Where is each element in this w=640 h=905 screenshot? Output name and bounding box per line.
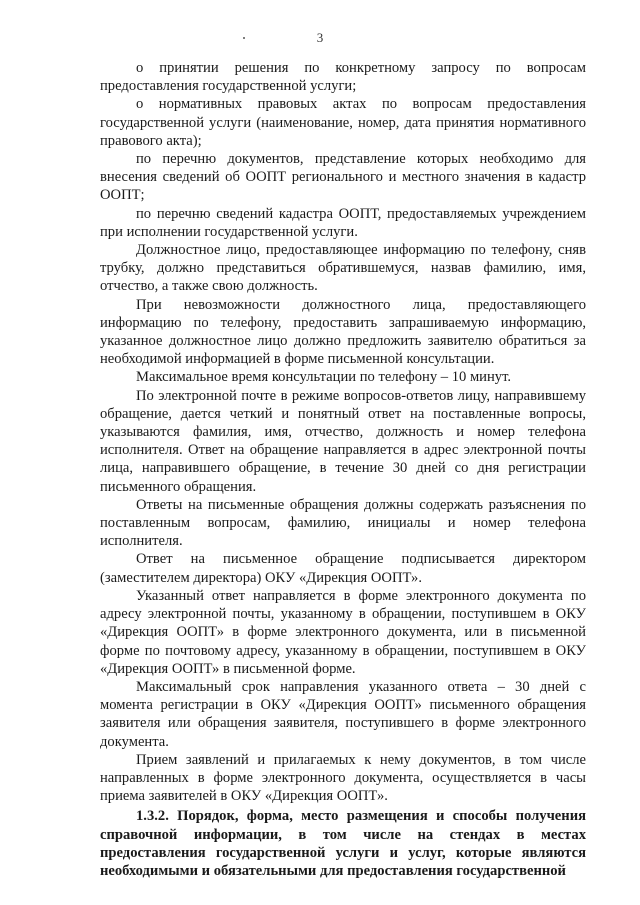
page-number: 3 <box>316 30 324 45</box>
paragraph-7: Максимальное время консультации по телефону – 10 минут. <box>136 369 512 386</box>
paragraph-12: Максимальный срок направления указанного ответа – 30 дней с момента регистрации в ОКУ «Дирекция ООПТ» письменного обращения заявителя или обращения заявителя, поступившего в форме электронного документа. <box>100 678 586 750</box>
paragraph-5: Должностное лицо, предоставляющее информацию по телефону, сняв трубку, должно представиться обратившемуся, назвав фамилию, имя, отчество, а также свою должность. <box>100 242 586 295</box>
paragraph-9: Ответы на письменные обращения должны содержать разъяснения по поставленным вопросам, фамилию, инициалы и номер телефона исполнителя. <box>100 496 586 550</box>
section-heading: 1.3.2. Порядок, форма, место размещения и способы получения справочной информации, в том числе на стендах в местах предоставления государственной услуги и услуг, которые являются необходимыми и обязательными для предоставления государственной <box>100 808 586 879</box>
paragraph-13: Прием заявлений и прилагаемых к нему документов, в том числе направленных в форме электронного документа, осуществляется в часы приема заявителей в ОКУ «Дирекция ООПТ». <box>100 751 586 805</box>
paragraph-1: о принятии решения по конкретному запросу по вопросам предоставления государственной услуги; <box>100 60 586 95</box>
paragraph-6: При невозможности должностного лица, предоставляющего информацию по телефону, предоставить запрашиваемую информацию, указанное должностное лицо должно предложить заявителю обратиться за необходимой информацией в форме письменной консультации. <box>100 296 586 368</box>
scan-dot-mark <box>243 37 245 39</box>
paragraph-2: о нормативных правовых актах по вопросам предоставления государственной услуги (наименование, номер, дата принятия нормативного правового акта); <box>100 96 586 149</box>
document-body <box>100 59 586 880</box>
paragraph-11: Указанный ответ направляется в форме электронного документа по адресу электронной почты, указанному в обращении, поступившем в ОКУ «Дирекция ООПТ» в форме электронного документа, или в письменной форме по почтовому адресу, указанному в обращении, поступившем в ОКУ «Дирекция ООПТ» в письменной форме. <box>100 587 586 677</box>
paragraph-4: по перечню сведений кадастра ООПТ, предоставляемых учреждением при исполнении государственной услуги. <box>100 205 586 240</box>
paragraph-8: По электронной почте в режиме вопросов-ответов лицу, направившему обращение, дается четкий и понятный ответ на поставленные вопросы, указываются фамилия, имя, отчество, должность и номер телефона исполнителя. Ответ на обращение направляется в адрес электронной почты лица, направившего обращение, в течение 30 дней со дня регистрации письменного обращения. <box>100 387 586 495</box>
paragraph-3: по перечню документов, представление которых необходимо для внесения сведений об ООПТ регионального и местного значения в кадастр ООПТ; <box>100 151 586 204</box>
paragraph-10: Ответ на письменное обращение подписывается директором (заместителем директора) ОКУ «Дирекция ООПТ». <box>100 551 586 586</box>
